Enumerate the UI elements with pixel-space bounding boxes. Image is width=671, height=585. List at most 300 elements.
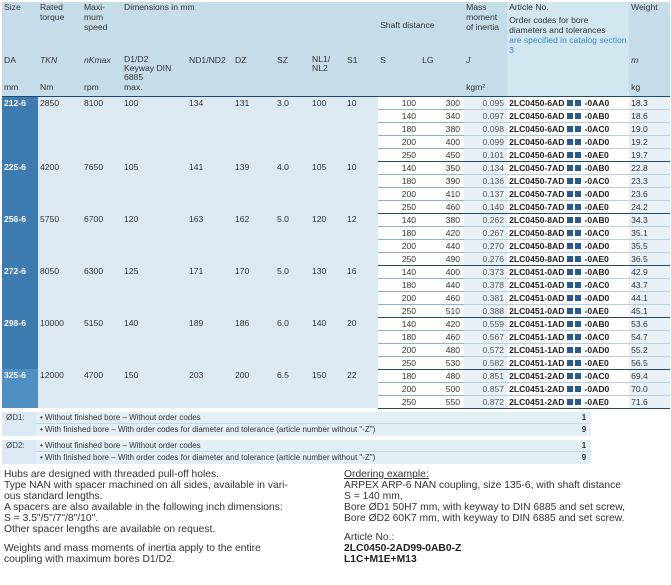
article-base: 2LC0451-0AD — [509, 292, 565, 303]
inertia-cell: 0.276 — [464, 252, 507, 265]
article-cell — [507, 174, 629, 187]
article-cell — [507, 265, 629, 278]
header-sz: SZ — [275, 55, 310, 82]
placeholder-squares-icon — [566, 397, 582, 407]
lg-cell: 530 — [420, 356, 464, 369]
article-suffix: -0AE0 — [584, 305, 609, 316]
weight-cell: 19.2 — [629, 135, 670, 148]
inertia-cell: 0.262 — [464, 213, 507, 226]
shaft-distance-cell: 140 — [378, 265, 420, 278]
note-line: ous standard lengths. — [4, 491, 103, 502]
dz-cell: 139 — [233, 161, 275, 213]
table-row — [2, 317, 670, 330]
unit-blank — [345, 82, 378, 96]
weight-cell: 22.8 — [629, 161, 670, 174]
inertia-cell: 0.095 — [464, 96, 507, 109]
placeholder-squares-icon — [566, 176, 582, 186]
header-nd1nd2: ND1/ND2 — [187, 55, 233, 82]
shaft-distance-cell: 180 — [378, 122, 420, 135]
placeholder-squares-icon — [566, 319, 582, 329]
article-suffix: -0AC0 — [584, 175, 610, 186]
nl-cell: 150 — [310, 369, 345, 408]
option-code: 9 — [577, 424, 591, 436]
article-base: 2LC0450-8AD — [509, 253, 565, 264]
notes-block — [4, 469, 334, 565]
speed-cell: 6700 — [82, 213, 122, 265]
weight-cell: 55.2 — [629, 343, 670, 356]
unit-kgm2: kgm² — [464, 82, 507, 96]
nd-cell: 134 — [187, 96, 233, 161]
nl-cell: 130 — [310, 265, 345, 317]
placeholder-squares-icon — [566, 293, 582, 303]
unit-blank — [507, 82, 629, 96]
note-line: coupling with maximum bores D1/D2. — [4, 554, 175, 565]
placeholder-squares-icon — [566, 124, 582, 134]
bore-max-cell: 105 — [122, 161, 187, 213]
bore-max-cell: 100 — [122, 96, 187, 161]
shaft-distance-cell: 250 — [378, 148, 420, 161]
placeholder-squares-icon — [566, 254, 582, 264]
placeholder-squares-icon — [566, 280, 582, 290]
shaft-distance-cell: 100 — [378, 96, 420, 109]
header-rated-torque: Rated torque — [38, 2, 82, 55]
table-body — [2, 96, 670, 408]
ordering-line: S = 140 mm, — [344, 491, 403, 502]
article-suffix: -0AD0 — [584, 188, 610, 199]
dz-cell: 186 — [233, 317, 275, 369]
weight-cell: 53.6 — [629, 317, 670, 330]
weight-cell: 44.1 — [629, 291, 670, 304]
article-suffix: -0AE0 — [584, 396, 609, 407]
article-suffix: -0AE0 — [584, 201, 609, 212]
note-line: A spacers are also available in the following inch dimensions: — [4, 502, 283, 513]
header-article-no — [507, 2, 629, 55]
placeholder-squares-icon — [566, 202, 582, 212]
placeholder-squares-icon — [566, 384, 582, 394]
option-code: 1 — [577, 412, 591, 424]
shaft-distance-cell: 180 — [378, 278, 420, 291]
s1-cell: 10 — [345, 161, 378, 213]
inertia-cell: 0.857 — [464, 382, 507, 395]
header-m: m — [629, 55, 670, 82]
option-row — [2, 452, 591, 464]
inertia-cell: 0.559 — [464, 317, 507, 330]
shaft-distance-cell: 180 — [378, 174, 420, 187]
placeholder-squares-icon — [566, 111, 582, 121]
nl-cell: 105 — [310, 161, 345, 213]
article-suffix: -0AB0 — [584, 266, 610, 277]
unit-blank — [378, 82, 420, 96]
inertia-cell: 0.136 — [464, 174, 507, 187]
lg-cell: 450 — [420, 148, 464, 161]
catalog-note: are specified in catalog section 3 — [509, 35, 627, 55]
sz-cell: 6.0 — [275, 317, 310, 369]
bore-max-cell: 125 — [122, 265, 187, 317]
shaft-distance-cell: 250 — [378, 200, 420, 213]
inertia-cell: 0.388 — [464, 304, 507, 317]
article-base: 2LC0450-8AD — [509, 227, 565, 238]
article-no-label: Article No. — [509, 2, 549, 12]
article-base: 2LC0450-7AD — [509, 188, 565, 199]
placeholder-squares-icon — [566, 215, 582, 225]
shaft-distance-cell: 140 — [378, 161, 420, 174]
lg-cell: 460 — [420, 291, 464, 304]
article-base: 2LC0451-1AD — [509, 344, 565, 355]
article-base: 2LC0450-7AD — [509, 201, 565, 212]
lg-cell: 340 — [420, 109, 464, 122]
weight-cell: 24.2 — [629, 200, 670, 213]
placeholder-squares-icon — [566, 228, 582, 238]
shaft-distance-cell: 140 — [378, 213, 420, 226]
table-row — [2, 265, 670, 278]
article-cell — [507, 369, 629, 382]
article-suffix: -0AC0 — [584, 331, 610, 342]
placeholder-squares-icon — [566, 345, 582, 355]
article-cell — [507, 200, 629, 213]
article-suffix: -0AC0 — [584, 123, 610, 134]
note-line: Hubs are designed with threaded pull-off holes. — [4, 469, 220, 480]
ordering-line: ARPEX ARP-6 NAN coupling, size 135-6, with shaft distance — [344, 480, 622, 491]
article-cell — [507, 109, 629, 122]
unit-blank — [187, 82, 233, 96]
weight-cell: 43.7 — [629, 278, 670, 291]
article-suffix: -0AA0 — [584, 97, 610, 108]
unit-blank — [310, 82, 345, 96]
inertia-cell: 0.373 — [464, 265, 507, 278]
article-suffix: -0AE0 — [584, 149, 609, 160]
size-cell: 298-6 — [2, 317, 38, 369]
inertia-cell: 0.098 — [464, 122, 507, 135]
lg-cell: 400 — [420, 265, 464, 278]
sz-cell: 5.0 — [275, 265, 310, 317]
shaft-distance-cell: 250 — [378, 304, 420, 317]
lg-cell: 380 — [420, 122, 464, 135]
table-row — [2, 369, 670, 382]
article-suffix: -0AB0 — [584, 110, 610, 121]
article-base: 2LC0450-8AD — [509, 214, 565, 225]
inertia-cell: 0.872 — [464, 395, 507, 408]
header-tkn: TKN — [38, 55, 82, 82]
article-cell — [507, 161, 629, 174]
option-text: • With finished bore – With order codes for diameter and tolerance (article number without "-Z") — [36, 424, 577, 436]
lg-cell: 400 — [420, 135, 464, 148]
lg-cell: 460 — [420, 200, 464, 213]
shaft-distance-cell: 200 — [378, 382, 420, 395]
table-header — [2, 2, 670, 96]
inertia-cell: 0.378 — [464, 278, 507, 291]
note-line: Other spacer lengths are available on request. — [4, 524, 216, 535]
header-j: J — [464, 55, 507, 82]
shaft-distance-cell: 200 — [378, 239, 420, 252]
speed-cell: 5150 — [82, 317, 122, 369]
shaft-distance-cell: 180 — [378, 369, 420, 382]
nl-cell: 100 — [310, 96, 345, 161]
nd-cell: 163 — [187, 213, 233, 265]
option-text: • With finished bore – With order codes for diameter and tolerance (article number without "-Z") — [36, 452, 577, 464]
size-cell: 272-6 — [2, 265, 38, 317]
header-da: DA — [2, 55, 38, 82]
article-suffix: -0AE0 — [584, 357, 609, 368]
article-cell — [507, 148, 629, 161]
placeholder-squares-icon — [566, 332, 582, 342]
article-base: 2LC0450-7AD — [509, 162, 565, 173]
weight-cell: 34.3 — [629, 213, 670, 226]
option-row — [2, 440, 591, 452]
keyway-label: Keyway DIN 6885 — [124, 63, 172, 82]
sz-cell: 3.0 — [275, 96, 310, 161]
ordering-example — [344, 469, 670, 565]
speed-cell: 7650 — [82, 161, 122, 213]
inertia-cell: 0.099 — [464, 135, 507, 148]
lg-cell: 380 — [420, 213, 464, 226]
shaft-distance-cell: 140 — [378, 109, 420, 122]
shaft-distance-cell: 250 — [378, 252, 420, 265]
header-dimensions: Dimensions in mm — [122, 2, 378, 55]
placeholder-squares-icon — [566, 241, 582, 251]
s1-cell: 12 — [345, 213, 378, 265]
inertia-cell: 0.582 — [464, 356, 507, 369]
weight-cell: 56.5 — [629, 356, 670, 369]
nd-cell: 141 — [187, 161, 233, 213]
option-text: • Without finished bore – Without order codes — [36, 412, 577, 424]
header-mass-moment: Mass moment of inertia — [464, 2, 507, 55]
option-label — [2, 424, 36, 436]
article-cell — [507, 317, 629, 330]
lg-cell: 440 — [420, 278, 464, 291]
inertia-cell: 0.567 — [464, 330, 507, 343]
torque-cell: 12000 — [38, 369, 82, 408]
size-cell: 225-6 — [2, 161, 38, 213]
lg-cell: 550 — [420, 395, 464, 408]
size-cell: 256-6 — [2, 213, 38, 265]
header-nkmax: nKmax — [82, 55, 122, 82]
ordering-article-no: 2LC0450-2AD99-0AB0-Z — [344, 543, 462, 554]
dz-cell: 170 — [233, 265, 275, 317]
weight-cell: 45.1 — [629, 304, 670, 317]
speed-cell: 4700 — [82, 369, 122, 408]
option-label — [2, 452, 36, 464]
weight-cell: 23.6 — [629, 187, 670, 200]
article-suffix: -0AC0 — [584, 370, 610, 381]
speed-cell: 8100 — [82, 96, 122, 161]
article-cell — [507, 291, 629, 304]
article-base: 2LC0451-1AD — [509, 357, 565, 368]
article-base: 2LC0451-2AD — [509, 370, 565, 381]
header-d1d2 — [122, 55, 187, 82]
shaft-distance-cell: 200 — [378, 135, 420, 148]
article-suffix: -0AB0 — [584, 214, 610, 225]
article-cell — [507, 239, 629, 252]
option-code: 9 — [577, 452, 591, 464]
article-base: 2LC0451-2AD — [509, 383, 565, 394]
article-cell — [507, 226, 629, 239]
weight-cell: 70.0 — [629, 382, 670, 395]
s1-cell: 22 — [345, 369, 378, 408]
sz-cell: 6.5 — [275, 369, 310, 408]
lg-cell: 350 — [420, 161, 464, 174]
weight-cell: 42.9 — [629, 265, 670, 278]
weight-cell: 71.6 — [629, 395, 670, 408]
specification-table — [2, 2, 670, 409]
article-suffix: -0AD0 — [584, 240, 610, 251]
placeholder-squares-icon — [566, 137, 582, 147]
inertia-cell: 0.572 — [464, 343, 507, 356]
article-cell — [507, 356, 629, 369]
dz-cell: 131 — [233, 96, 275, 161]
table-row — [2, 96, 670, 109]
ordering-line: Bore ØD1 50H7 mm, with keyway to DIN 6885 and set screw, — [344, 502, 625, 513]
article-base: 2LC0450-7AD — [509, 175, 565, 186]
placeholder-squares-icon — [566, 358, 582, 368]
unit-kg: kg — [629, 82, 670, 96]
shaft-distance-cell: 180 — [378, 330, 420, 343]
note-line: Type NAN with spacer machined on all sides, available in vari- — [4, 480, 288, 491]
header-s: S — [378, 55, 420, 82]
shaft-distance-cell: 180 — [378, 226, 420, 239]
option-code: 1 — [577, 440, 591, 452]
article-suffix: -0AD0 — [584, 383, 610, 394]
table-row — [2, 213, 670, 226]
header-weight: Weight — [629, 2, 670, 55]
inertia-cell: 0.097 — [464, 109, 507, 122]
placeholder-squares-icon — [566, 150, 582, 160]
unit-size: mm — [2, 82, 38, 96]
article-suffix: -0AB0 — [584, 318, 610, 329]
article-suffix: -0AE0 — [584, 253, 609, 264]
torque-cell: 10000 — [38, 317, 82, 369]
placeholder-squares-icon — [566, 189, 582, 199]
shaft-distance-cell: 250 — [378, 395, 420, 408]
article-cell — [507, 96, 629, 109]
dz-cell: 200 — [233, 369, 275, 408]
option-text: • Without finished bore – Without order codes — [36, 440, 577, 452]
dz-cell: 162 — [233, 213, 275, 265]
article-cell — [507, 213, 629, 226]
lg-cell: 390 — [420, 174, 464, 187]
article-base: 2LC0451-1AD — [509, 318, 565, 329]
inertia-cell: 0.851 — [464, 369, 507, 382]
bore-max-cell: 120 — [122, 213, 187, 265]
weight-cell: 54.7 — [629, 330, 670, 343]
weight-cell: 19.7 — [629, 148, 670, 161]
d1d2-label: D1/D2 — [124, 55, 149, 64]
lg-cell: 480 — [420, 343, 464, 356]
bore-max-cell: 140 — [122, 317, 187, 369]
weight-cell: 18.6 — [629, 109, 670, 122]
note-line: S = 3.5"/5"/7"/8"/10". — [4, 513, 99, 524]
speed-cell: 6300 — [82, 265, 122, 317]
unit-torque: Nm — [38, 82, 82, 96]
unit-blank — [233, 82, 275, 96]
article-base: 2LC0450-6AD — [509, 149, 565, 160]
unit-speed: rpm — [82, 82, 122, 96]
header-shaft-distance: Shaft distance — [378, 2, 464, 55]
option-row — [2, 412, 591, 424]
article-base: 2LC0450-6AD — [509, 123, 565, 134]
inertia-cell: 0.101 — [464, 148, 507, 161]
article-base: 2LC0451-1AD — [509, 331, 565, 342]
lg-cell: 500 — [420, 382, 464, 395]
article-suffix: -0AD0 — [584, 292, 610, 303]
unit-blank — [420, 82, 464, 96]
ordering-article-codes: L1C+M1E+M13 — [344, 554, 417, 565]
article-cell — [507, 135, 629, 148]
placeholder-squares-icon — [566, 267, 582, 277]
lg-cell: 410 — [420, 187, 464, 200]
placeholder-squares-icon — [566, 306, 582, 316]
article-suffix: -0AD0 — [584, 344, 610, 355]
header-article-spacer — [507, 55, 629, 82]
header-max-speed: Maxi-mum speed — [82, 2, 122, 55]
article-cell — [507, 278, 629, 291]
weight-cell: 69.4 — [629, 369, 670, 382]
inertia-cell: 0.140 — [464, 200, 507, 213]
header-lg: LG — [420, 55, 464, 82]
bore-max-cell: 150 — [122, 369, 187, 408]
shaft-distance-cell: 200 — [378, 187, 420, 200]
placeholder-squares-icon — [566, 98, 582, 108]
s1-cell: 10 — [345, 96, 378, 161]
option-row — [2, 424, 591, 436]
torque-cell: 5750 — [38, 213, 82, 265]
weight-cell: 35.5 — [629, 239, 670, 252]
torque-cell: 2850 — [38, 96, 82, 161]
article-base: 2LC0451-0AD — [509, 279, 565, 290]
shaft-distance-cell: 200 — [378, 343, 420, 356]
lg-cell: 420 — [420, 226, 464, 239]
article-base: 2LC0450-8AD — [509, 240, 565, 251]
inertia-cell: 0.137 — [464, 187, 507, 200]
lg-cell: 460 — [420, 330, 464, 343]
header-dz: DZ — [233, 55, 275, 82]
article-cell — [507, 252, 629, 265]
sz-cell: 5.0 — [275, 213, 310, 265]
nl-cell: 140 — [310, 317, 345, 369]
lg-cell: 440 — [420, 239, 464, 252]
header-nl1nl2: NL1/ NL2 — [310, 55, 345, 82]
placeholder-squares-icon — [566, 371, 582, 381]
size-cell: 325-6 — [2, 369, 38, 408]
weight-cell: 23.3 — [629, 174, 670, 187]
article-cell — [507, 330, 629, 343]
shaft-distance-cell: 140 — [378, 317, 420, 330]
s1-cell: 16 — [345, 265, 378, 317]
nl-cell: 120 — [310, 213, 345, 265]
weight-cell: 19.0 — [629, 122, 670, 135]
weight-cell: 18.3 — [629, 96, 670, 109]
header-size: Size — [2, 2, 38, 55]
article-base: 2LC0451-0AD — [509, 266, 565, 277]
shaft-distance-cell: 200 — [378, 291, 420, 304]
article-base: 2LC0451-2AD — [509, 396, 565, 407]
s1-cell: 20 — [345, 317, 378, 369]
ordering-article-label: Article No.: — [344, 532, 395, 543]
article-suffix: -0AC0 — [584, 227, 610, 238]
inertia-cell: 0.134 — [464, 161, 507, 174]
ordering-line: Bore ØD2 60K7 mm, with keyway to DIN 6885 and set screw. — [344, 513, 625, 524]
article-base: 2LC0451-0AD — [509, 305, 565, 316]
table-row — [2, 161, 670, 174]
unit-max: max. — [122, 82, 187, 96]
article-suffix: -0AC0 — [584, 279, 610, 290]
order-codes-note: Order codes for bore diameters and tolerances — [509, 15, 606, 35]
inertia-cell: 0.270 — [464, 239, 507, 252]
nd-cell: 203 — [187, 369, 233, 408]
unit-blank — [275, 82, 310, 96]
article-suffix: -0AB0 — [584, 162, 610, 173]
ordering-title: Ordering example: — [344, 469, 429, 480]
article-cell — [507, 304, 629, 317]
